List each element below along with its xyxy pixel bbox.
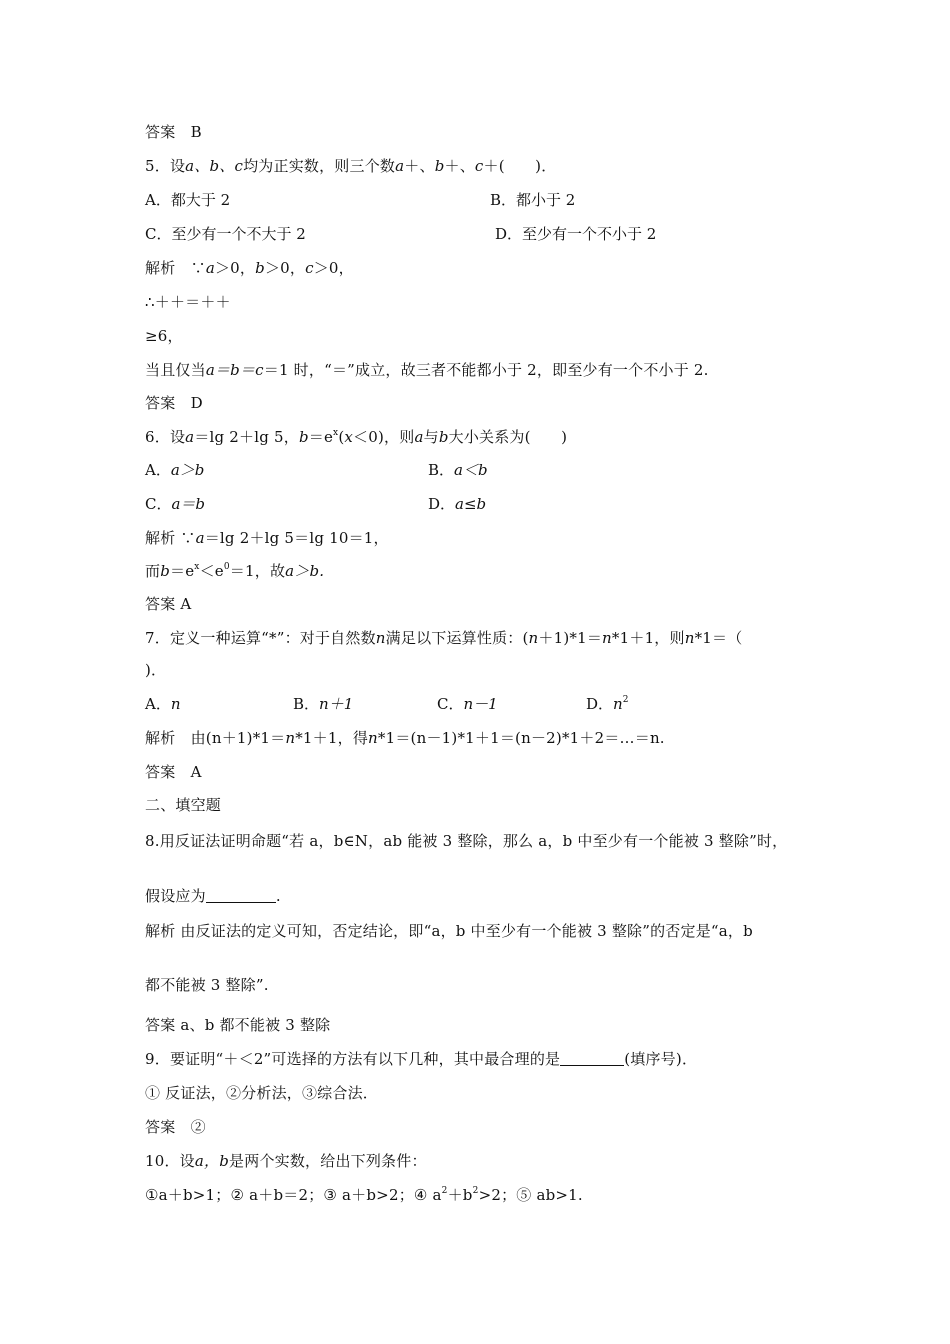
q5-option-c: C．至少有一个不大于 2 — [145, 225, 306, 243]
q5-analysis-line-4: 当且仅当a＝b＝c＝1 时，“＝”成立，故三者不能都小于 2，即至少有一个不小于 2. — [145, 361, 709, 379]
section-heading: 二、填空题 — [145, 796, 222, 814]
q6-option-a: A．a＞b — [145, 461, 205, 479]
q9-options: ① 反证法，②分析法，③综合法． — [145, 1084, 378, 1102]
q8-answer: 答案 a、b 都不能被 3 整除 — [145, 1016, 331, 1034]
q5-option-d: D．至少有一个不小于 2 — [495, 225, 657, 243]
q7-option-c: C．n－1 — [437, 695, 498, 713]
q7-analysis: 解析 由(n＋1)*1＝n*1＋1，得n*1＝(n－1)*1＋1＝(n－2)*1＋2＝…＝n. — [145, 729, 665, 747]
q6-option-b: B．a＜b — [428, 461, 488, 479]
q9-blank[interactable] — [560, 1051, 624, 1066]
q7-stem: 7．定义一种运算“*”：对于自然数n满足以下运算性质：(n＋1)*1＝n*1＋1，则n*1＝（ — [145, 629, 743, 647]
q8-analysis-line-1: 解析 由反证法的定义可知，否定结论，即“a，b 中至少有一个能被 3 整除”的否定是“a，b — [145, 922, 753, 940]
q7-option-b: B．n＋1 — [293, 695, 354, 713]
q8-blank[interactable] — [206, 888, 276, 903]
q5-answer: 答案 D — [145, 394, 203, 412]
q10-conditions: ①a＋b>1；② a＋b＝2；③ a＋b>2；④ $a^2+b^2>2$；⑤ ab>1. — [145, 1186, 583, 1204]
q7-option-a: A．n — [145, 695, 181, 713]
q8-stem-line-2: 假设应为 . — [145, 887, 281, 905]
q7-stem-line-2: )． — [145, 661, 167, 679]
q10-stem: 10．设a，b是两个实数，给出下列条件： — [145, 1152, 427, 1170]
q9-stem: 9．要证明“＋＜2”可选择的方法有以下几种，其中最合理的是 (填序号)． — [145, 1050, 698, 1068]
q6-stem: 6．设a＝lg 2＋lg 5，$b=e^x(x<0)$，则a与b大小关系为( ) — [145, 428, 568, 446]
q6-answer: 答案 A — [145, 595, 192, 613]
q5-analysis-line-3: ≥6， — [145, 327, 183, 345]
q4-answer: 答案 B — [145, 123, 202, 141]
q6-option-c: C．a＝b — [145, 495, 206, 513]
q7-option-d: D．$n^2$ — [586, 695, 629, 713]
q5-stem: 5．设a、b、c均为正实数，则三个数a＋、b＋、c＋( )． — [145, 157, 557, 175]
q5-option-b: B．都小于 2 — [490, 191, 576, 209]
q8-analysis-line-2: 都不能被 3 整除”. — [145, 976, 269, 994]
q5-analysis-line-2: ∴＋＋＝＋＋ — [145, 293, 231, 311]
q9-answer: 答案 ② — [145, 1118, 206, 1136]
q6-analysis-line-2: 而$b=e^x<e^0=1$，故a＞b. — [145, 562, 325, 580]
q7-answer: 答案 A — [145, 763, 202, 781]
q5-analysis-line-1: 解析 ∵a＞0，b＞0，c＞0， — [145, 259, 354, 277]
q6-option-d: D．a≤b — [428, 495, 487, 513]
q8-stem: 8.用反证法证明命题“若 a，b∈N，ab 能被 3 整除，那么 a，b 中至少有一个能被 3 整除”时， — [145, 832, 788, 850]
q6-analysis-line-1: 解析 ∵a＝lg 2＋lg 5＝lg 10＝1， — [145, 529, 389, 547]
q5-option-a: A．都大于 2 — [145, 191, 231, 209]
